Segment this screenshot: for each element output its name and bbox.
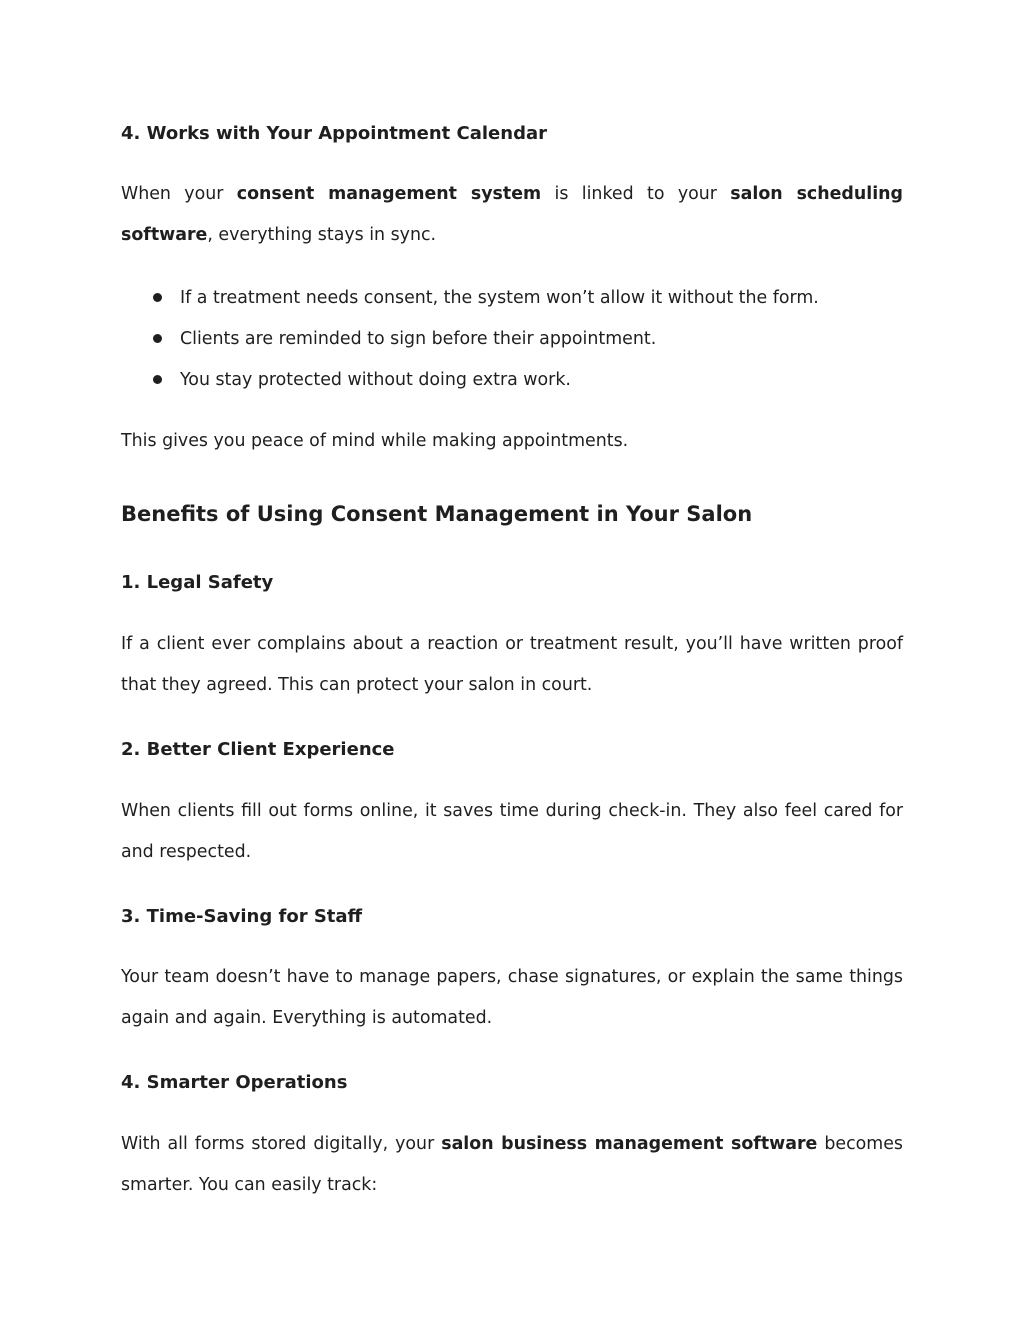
section-heading-calendar: 4. Works with Your Appointment Calendar xyxy=(121,123,547,144)
intro-text-3: , everything stays in sync. xyxy=(207,225,437,245)
bullet-text: Clients are reminded to sign before their appointment. xyxy=(180,329,657,349)
intro-bold-consent-system: consent management system xyxy=(236,184,542,204)
benefits-section-title: Benefits of Using Consent Management in Your Salon xyxy=(121,502,753,526)
smarter-text-1: With all forms stored digitally, your xyxy=(121,1134,442,1154)
benefit-heading-legal-safety: 1. Legal Safety xyxy=(121,572,274,593)
benefit-text-time-saving: Your team doesn’t have to manage papers, chase signatures, or explain the same things again and again. Everything is automated. xyxy=(121,967,903,1028)
bullet-dot-icon xyxy=(153,334,162,343)
calendar-intro-paragraph xyxy=(121,174,903,256)
document-page xyxy=(121,0,903,1325)
benefit-text-legal-safety: If a client ever complains about a reaction or treatment result, you’ll have written proof that they agreed. This can protect your salon in court. xyxy=(121,634,903,695)
bullet-text: You stay protected without doing extra work. xyxy=(180,370,571,390)
benefit-text-smarter-operations xyxy=(121,1124,903,1206)
intro-text-2: is linked to your xyxy=(541,184,731,204)
bullet-dot-icon xyxy=(153,293,162,302)
smarter-bold-business-software: salon business management software xyxy=(441,1134,818,1154)
benefit-text-client-experience: When clients fill out forms online, it saves time during check-in. They also feel cared for and respected. xyxy=(121,801,903,862)
benefit-heading-time-saving: 3. Time-Saving for Staff xyxy=(121,906,363,927)
bullet-text: If a treatment needs consent, the system won’t allow it without the form. xyxy=(180,288,819,308)
calendar-closing-paragraph: This gives you peace of mind while making appointments. xyxy=(121,431,629,451)
smarter-text-2: becomes smarter. You can easily track: xyxy=(121,1134,903,1195)
bullet-dot-icon xyxy=(153,375,162,384)
benefit-heading-smarter-operations: 4. Smarter Operations xyxy=(121,1072,348,1093)
intro-text-1: When your xyxy=(121,184,237,204)
intro-bold-scheduling-software: salon scheduling software xyxy=(121,184,903,245)
benefit-heading-client-experience: 2. Better Client Experience xyxy=(121,739,395,760)
